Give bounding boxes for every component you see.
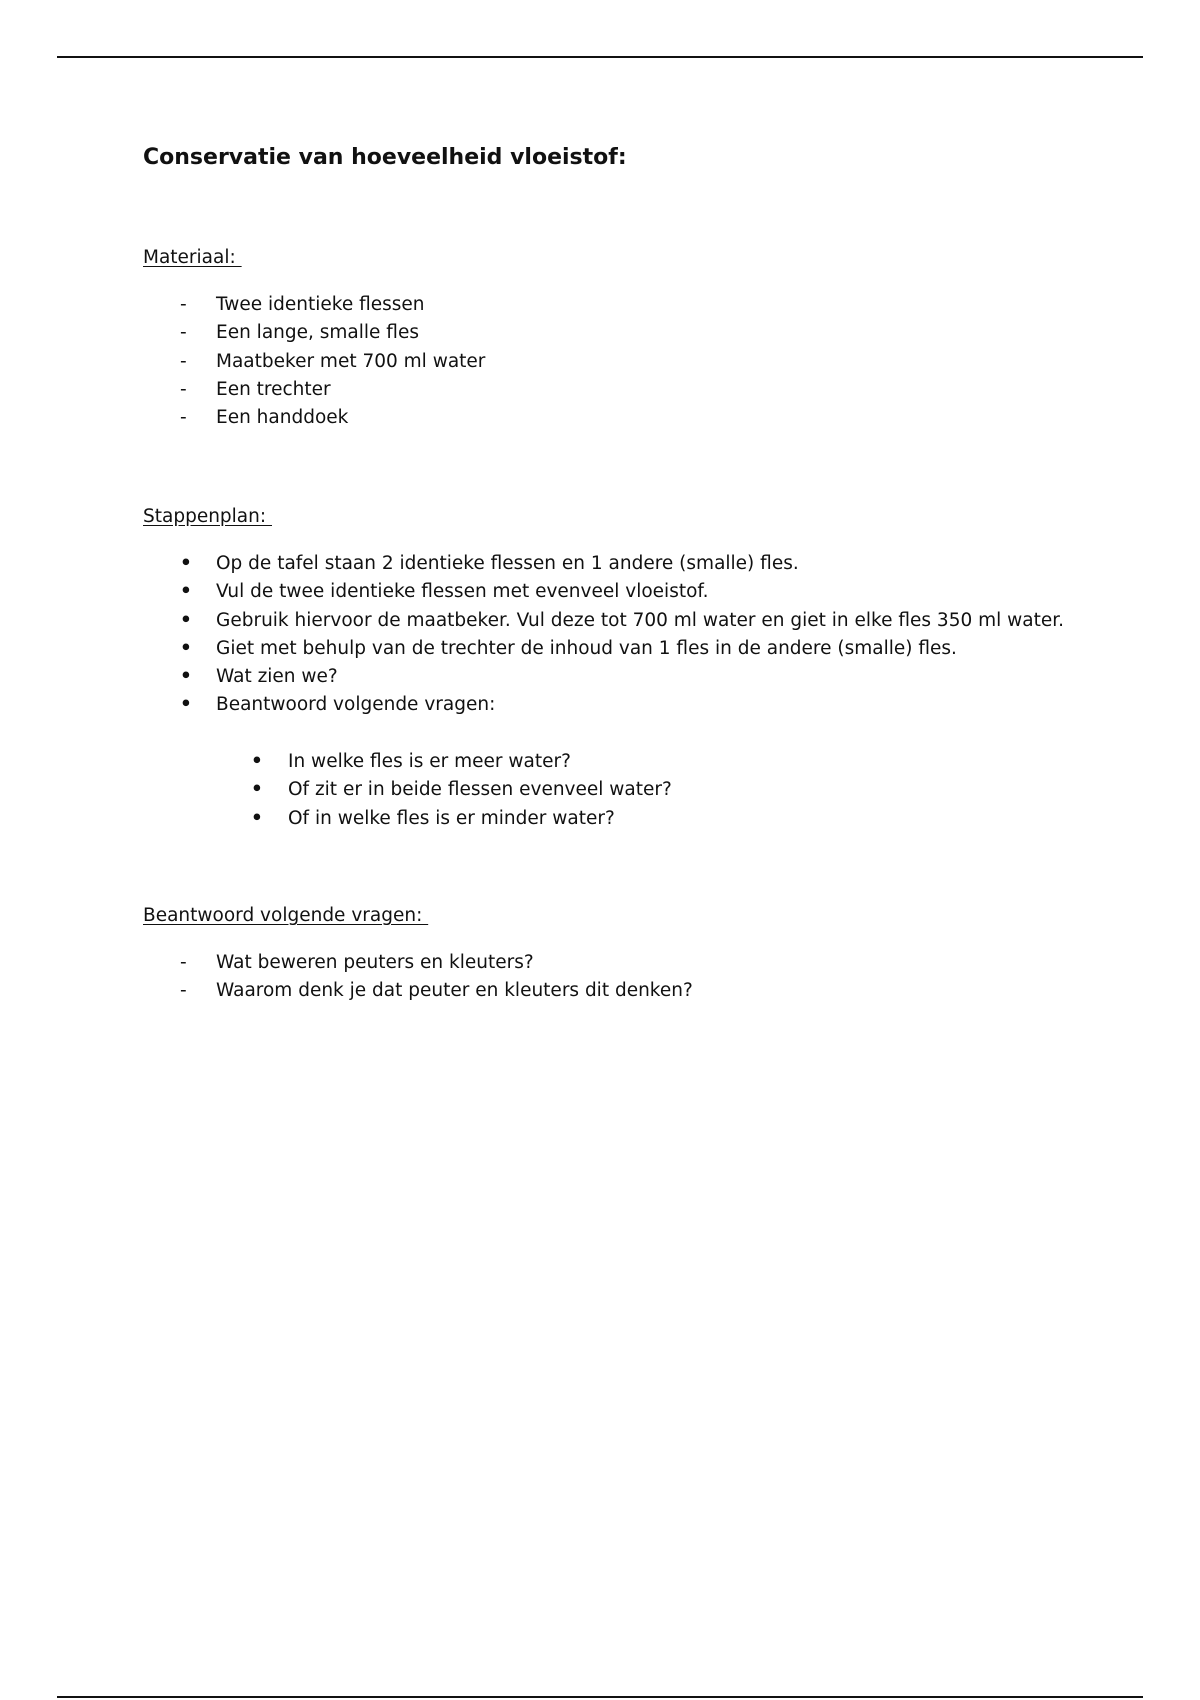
list-item: • Giet met behulp van de trechter de inhoud van 1 fles in de andere (smalle) fles. bbox=[0, 635, 1076, 663]
dash-marker: - bbox=[180, 350, 187, 372]
list-item: - Een handdoek bbox=[0, 404, 485, 432]
list-item: • In welke fles is er meer water? bbox=[0, 748, 672, 776]
list-item: - Waarom denk je dat peuter en kleuters dit denken? bbox=[0, 977, 693, 1005]
vragen-list bbox=[0, 949, 693, 1006]
bullet-marker: • bbox=[180, 609, 192, 631]
header-rule bbox=[57, 56, 1143, 58]
stappenplan-heading: Stappenplan: bbox=[143, 506, 272, 527]
list-item: - Twee identieke flessen bbox=[0, 291, 485, 319]
list-item: • Beantwoord volgende vragen: bbox=[0, 691, 1076, 719]
list-item: • Of in welke fles is er minder water? bbox=[0, 805, 672, 833]
list-item: • Of zit er in beide flessen evenveel water? bbox=[0, 776, 672, 804]
list-item: • Op de tafel staan 2 identieke flessen en 1 andere (smalle) fles. bbox=[0, 550, 1076, 578]
bullet-marker: • bbox=[180, 666, 192, 688]
bullet-marker: • bbox=[180, 637, 192, 659]
footer-rule bbox=[57, 1696, 1143, 1698]
dash-marker: - bbox=[180, 294, 187, 315]
dash-marker: - bbox=[180, 378, 187, 400]
dash-marker: - bbox=[180, 322, 187, 344]
vragen-heading: Beantwoord volgende vragen: bbox=[143, 905, 429, 926]
dash-marker: - bbox=[180, 952, 187, 973]
materiaal-heading: Materiaal: bbox=[143, 247, 242, 268]
list-item: - Een trechter bbox=[0, 376, 485, 404]
dash-marker: - bbox=[180, 407, 187, 429]
list-item: • Wat zien we? bbox=[0, 663, 1076, 691]
list-item: - Een lange, smalle fles bbox=[0, 319, 485, 347]
materiaal-list bbox=[0, 291, 485, 432]
stappenplan-list bbox=[0, 550, 1076, 720]
list-item: - Maatbeker met 700 ml water bbox=[0, 348, 485, 376]
bullet-marker: • bbox=[251, 779, 263, 801]
bullet-marker: • bbox=[180, 581, 192, 603]
dash-marker: - bbox=[180, 980, 187, 1002]
document-title: Conservatie van hoeveelheid vloeistof: bbox=[143, 145, 627, 170]
bullet-marker: • bbox=[180, 694, 192, 716]
bullet-marker: • bbox=[251, 807, 263, 829]
stappenplan-sub-list bbox=[0, 748, 672, 833]
list-item: • Vul de twee identieke flessen met evenveel vloeistof. bbox=[0, 578, 1076, 606]
bullet-marker: • bbox=[251, 751, 263, 772]
bullet-marker: • bbox=[180, 553, 192, 574]
list-item: - Wat beweren peuters en kleuters? bbox=[0, 949, 693, 977]
list-item: • Gebruik hiervoor de maatbeker. Vul deze tot 700 ml water en giet in elke fles 350 ml water. bbox=[0, 607, 1076, 635]
